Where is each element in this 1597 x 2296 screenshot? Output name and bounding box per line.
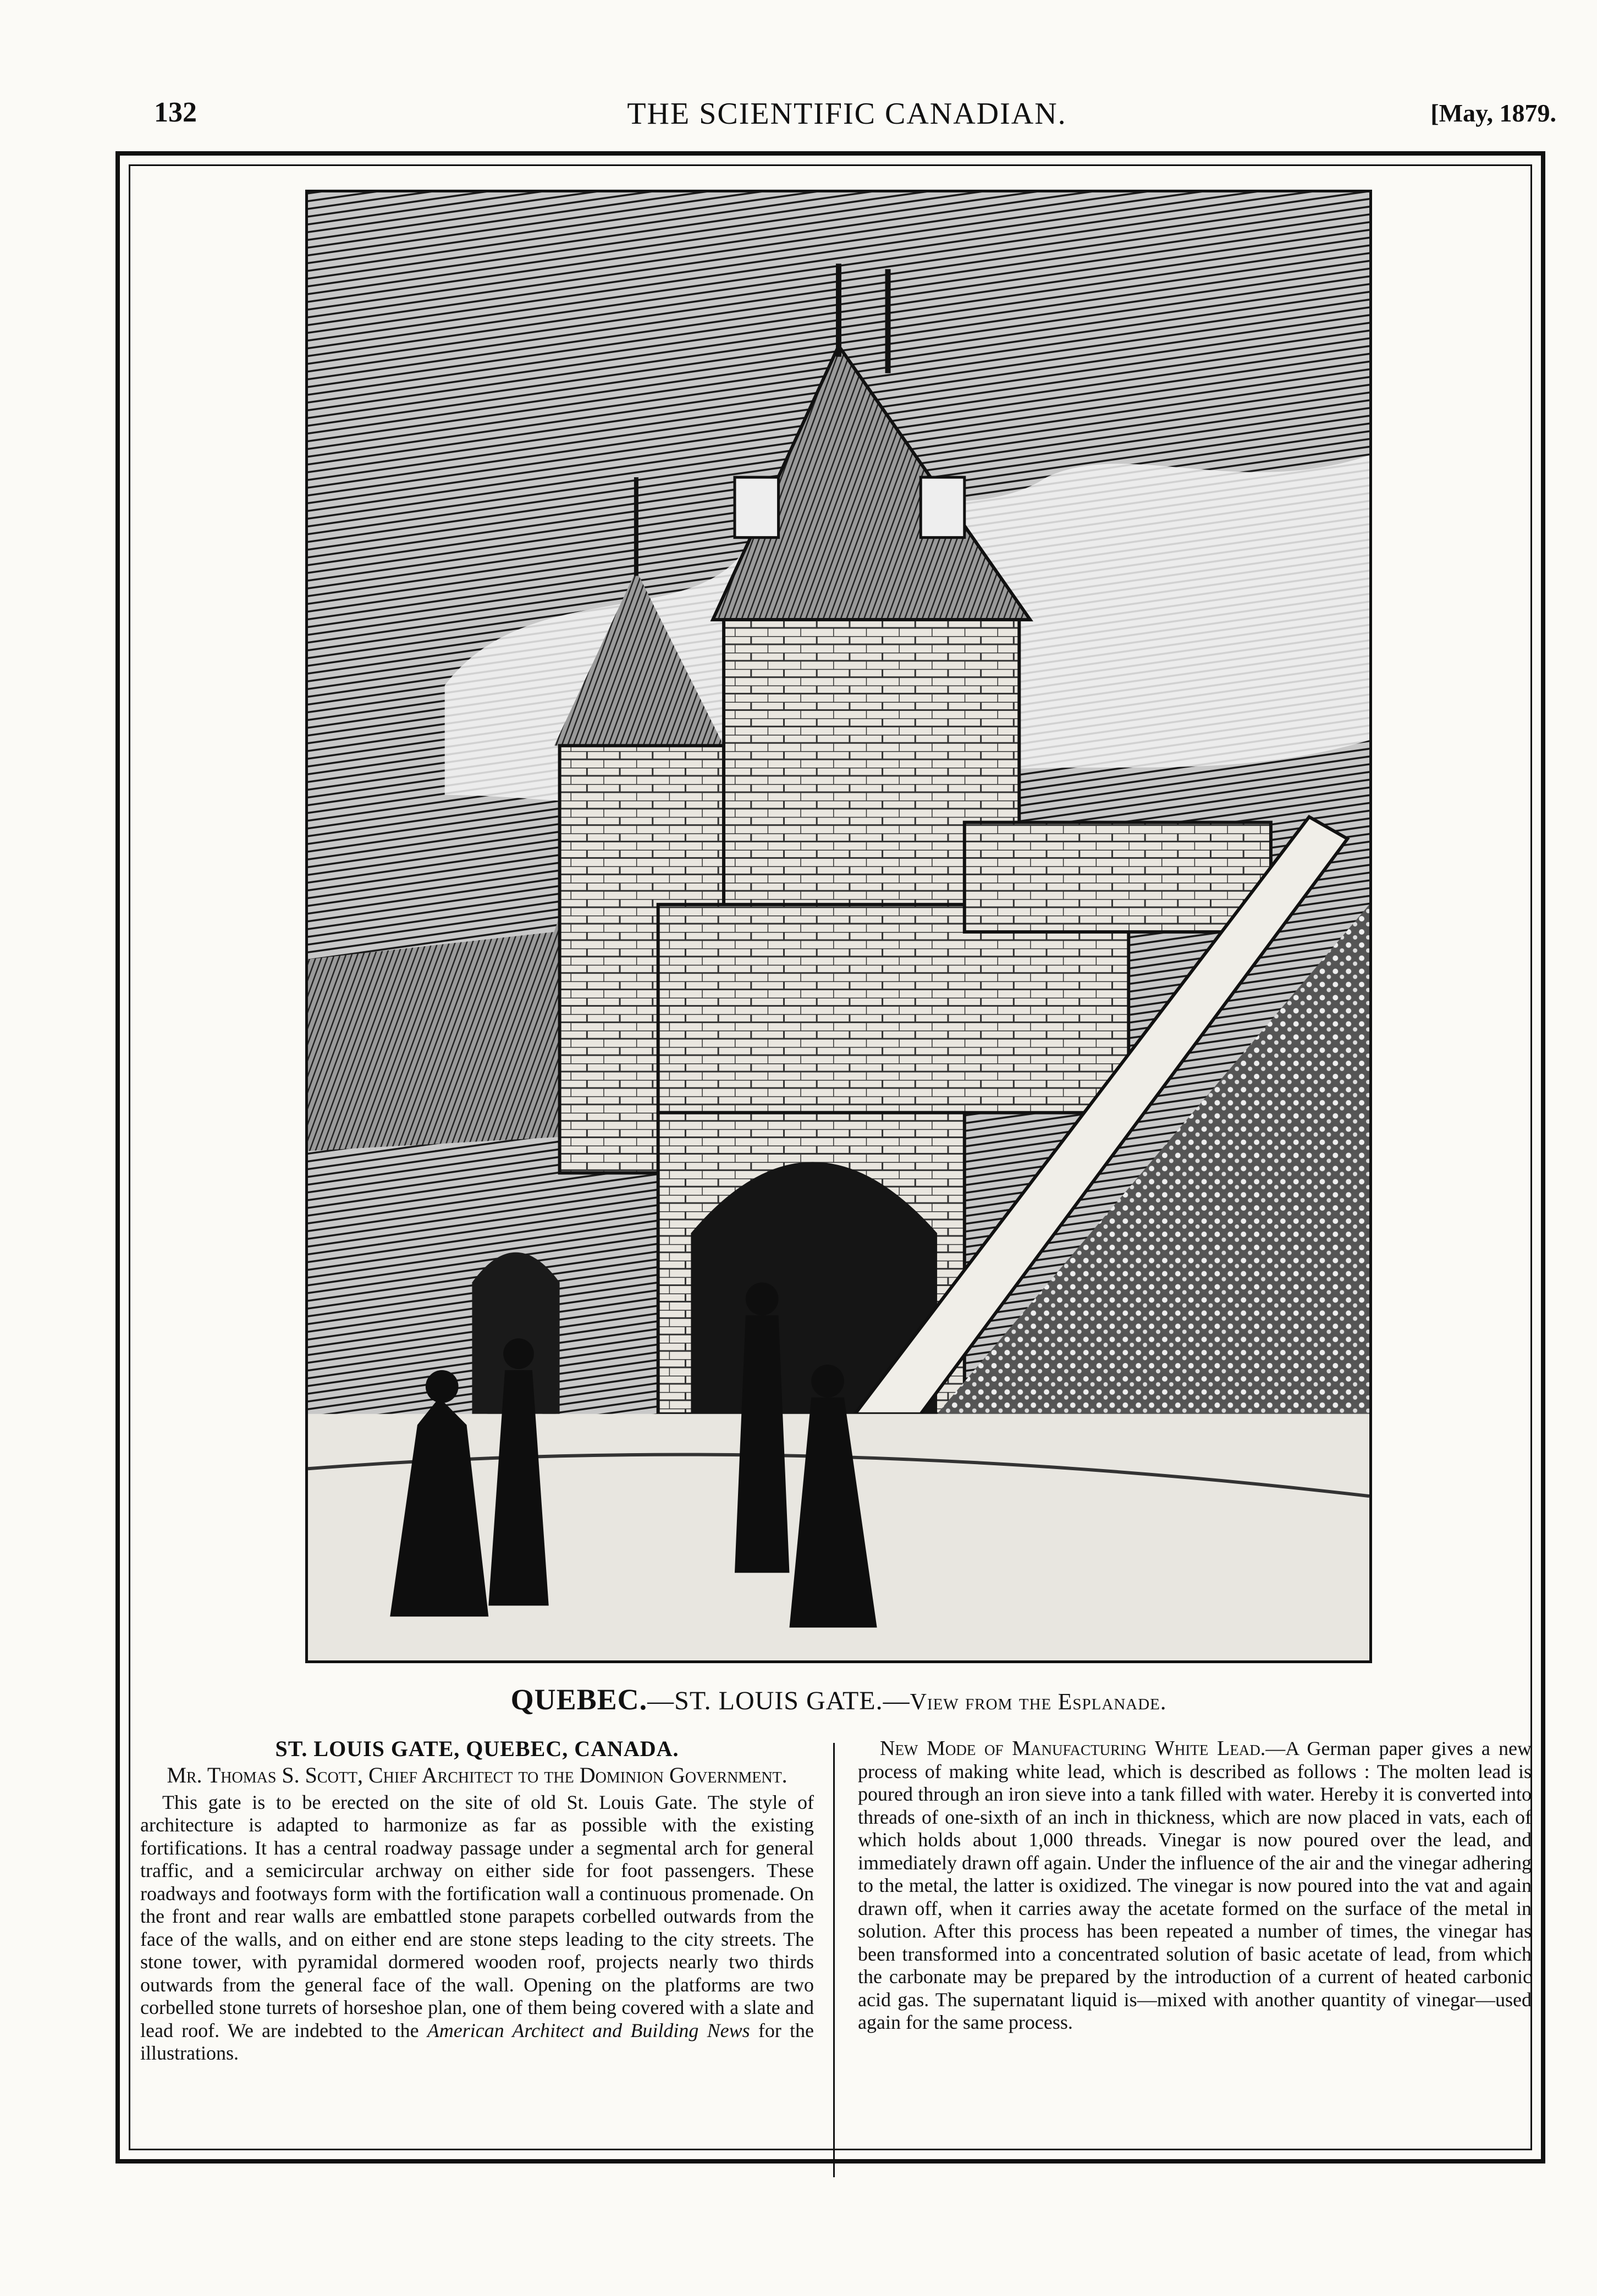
article-st-louis-gate xyxy=(140,1737,814,2065)
article-white-lead-body xyxy=(858,1737,1532,2034)
run-in-title: New Mode of Manufacturing White Lead. xyxy=(880,1737,1266,1760)
caption-main: QUEBEC. xyxy=(510,1683,648,1716)
article-heading: ST. LOUIS GATE, QUEBEC, CANADA. xyxy=(275,1736,679,1761)
article-byline: Mr. Thomas S. Scott, Chief Architect to the Dominion Government. xyxy=(167,1762,788,1787)
white-lead-text: —A German paper gives a new process of making white lead, which is described as follows : The molten lead is poured through an iron sieve into a tank filled with water. Hereby it is converted into threads of one-sixth of an inch in thickness, which are now placed in vats, each of which holds about 1,000 threads. Vinegar is now poured over the lead, and immediately drawn off again. Under the influence of the air and the vinegar adhering to the metal, the latter is oxidized. The vinegar is now poured into the vat and again drawn off, when it carries away the acetate formed on the surface of the metal in solution. After this process has been repeated a number of times, the vinegar has been transformed into a concentrated solution of basic acetate of lead, from which the carbonate may be prepared by the introduction of a current of heated carbonic acid gas. The supernatant liquid is—mixed with another quantity of vinegar—used again for the same process. xyxy=(858,1737,1532,2033)
page-number: 132 xyxy=(154,97,197,128)
article-body xyxy=(140,1791,814,2065)
caption-sub: —ST. LOUIS GATE.— xyxy=(647,1686,910,1715)
column-rule xyxy=(833,1743,835,2177)
issue-date: [May, 1879. xyxy=(1430,99,1556,127)
running-head xyxy=(137,96,1556,146)
gate-engraving-art xyxy=(308,192,1369,1660)
parapet xyxy=(965,823,1271,932)
article-body-end: for the illustrations. xyxy=(140,2019,814,2064)
gate-wall xyxy=(658,904,1129,1113)
caption-view: View from the Esplanade. xyxy=(910,1690,1167,1715)
journal-title: THE SCIENTIFIC CANADIAN. xyxy=(627,97,1067,131)
gate-engraving xyxy=(305,190,1372,1663)
article-body-main: This gate is to be erected on the site of old St. Louis Gate. The style of architecture is adapted to harmonize as far as possible with the existing fortifications. It has a central roadway passage under a segmental arch for general traffic, and a semicircular archway on either side for foot passengers. These roadways and footways form with the fortification wall a continuous promenade. On the front and rear walls are embattled stone parapets corbelled outwards from the face of the walls, and on either end are stone steps leading to the city streets. The stone tower, with pyramidal dormered wooden roof, projects nearly two thirds outwards from the general face of the wall. Opening on the platforms are two corbelled stone turrets of horseshoe plan, one of them being covered with a slate and lead roof. We are indebted to the xyxy=(140,1791,814,2041)
article-source: American Architect and Building News xyxy=(427,2019,750,2041)
illustration-caption xyxy=(305,1682,1372,1717)
article-white-lead xyxy=(858,1737,1532,2034)
